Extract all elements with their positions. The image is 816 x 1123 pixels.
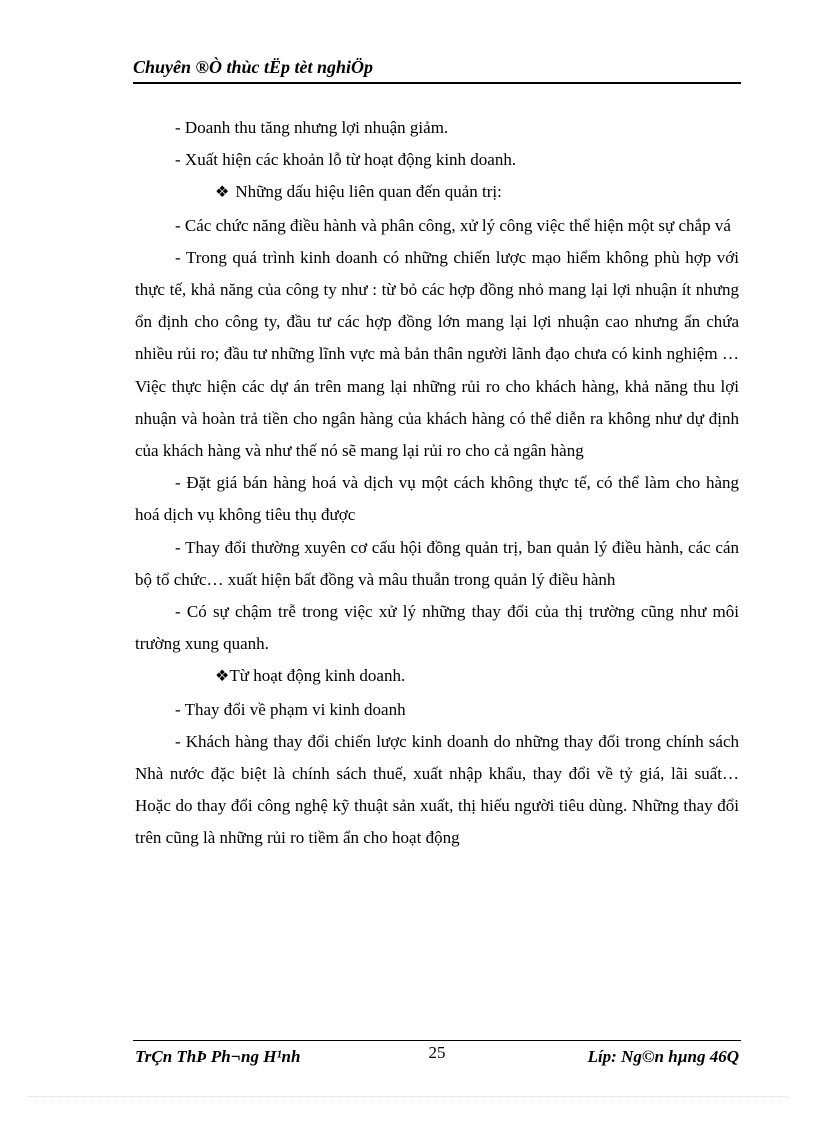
page-number: 25 (428, 1043, 446, 1062)
page-edge-divider (28, 1096, 788, 1097)
paragraph (135, 532, 739, 596)
document-body (135, 112, 739, 855)
paragraph (135, 144, 739, 176)
paragraph-text: - Thay đổi về phạm vi kinh doanh (175, 699, 406, 719)
paragraph-text: - Đặt giá bán hàng hoá và dịch vụ một cách không thực tế, có thể làm cho hàng hoá dịch vụ không tiêu thụ được (135, 473, 739, 525)
paragraph (135, 467, 739, 531)
paragraph (135, 242, 739, 467)
header-title: Chuyên ®Ò thùc tËp tèt nghiÖp (133, 57, 373, 77)
paragraph-text: - Trong quá trình kinh doanh có những chiến lược mạo hiểm không phù hợp với thực tế, khả năng của công ty như : từ bỏ các hợp đồng nhỏ mang lại lợi nhuận ít nhưng ổn định cho công ty, đầu tư các hợp đồng lớn mang lại lợi nhuận cao nhưng ẩn chứa nhiều rủi ro; đầu tư những lĩnh vực mà bản thân người lãnh đạo chưa có kinh nghiệm …Việc thực hiện các dự án trên mang lại những rủi ro cho khách hàng, khả năng thu lợi nhuận và hoàn trả tiền cho ngân hàng của khách hàng có thể diễn ra không như dự định của khách hàng và như thế nó sẽ mang lại rủi ro cho cả ngân hàng (135, 247, 739, 461)
class-name: Líp: Ng©n hµng 46Q (587, 1047, 739, 1066)
paragraph (135, 112, 739, 144)
diamond-bullet-icon: ❖ (215, 668, 230, 686)
author-name: TrÇn ThÞ Ph¬ng H¹nh (135, 1047, 301, 1066)
section-heading (135, 176, 739, 209)
paragraph (135, 596, 739, 660)
paragraph-text: - Xuất hiện các khoản lỗ từ hoạt động kinh doanh. (175, 150, 517, 170)
paragraph-text: - Doanh thu tăng nhưng lợi nhuận giảm. (175, 118, 449, 137)
page-footer (133, 1040, 741, 1071)
paragraph-text: - Khách hàng thay đổi chiến lược kinh doanh do những thay đổi trong chính sách Nhà nước đặc biệt là chính sách thuế, xuất nhập khẩu, thay đổi về tỷ giá, lãi suất… Hoặc do thay đổi công nghệ kỹ thuật sản xuất, thị hiếu người tiêu dùng. Những thay đổi trên cũng là những rủi ro tiềm ẩn cho hoạt động (135, 731, 739, 848)
section-heading (135, 660, 739, 693)
paragraph (135, 694, 739, 726)
section-heading-text: Những dấu hiệu liên quan đến quản trị: (235, 182, 502, 202)
section-heading-text: Từ hoạt động kinh doanh. (229, 666, 406, 686)
paragraph-text: - Có sự chậm trễ trong việc xử lý những thay đổi của thị trường cũng như môi trường xung quanh. (135, 602, 739, 654)
page-header (133, 54, 741, 84)
paragraph (135, 726, 739, 855)
paragraph (135, 210, 739, 242)
paragraph-text: - Thay đổi thường xuyên cơ cấu hội đồng quản trị, ban quản lý điều hành, các cán bộ tổ chức… xuất hiện bất đồng và mâu thuẫn trong quản lý điều hành (135, 537, 739, 589)
paragraph-text: - Các chức năng điều hành và phân công, xử lý công việc thể hiện một sự chắp vá (175, 215, 731, 235)
diamond-bullet-icon: ❖ (215, 184, 230, 202)
